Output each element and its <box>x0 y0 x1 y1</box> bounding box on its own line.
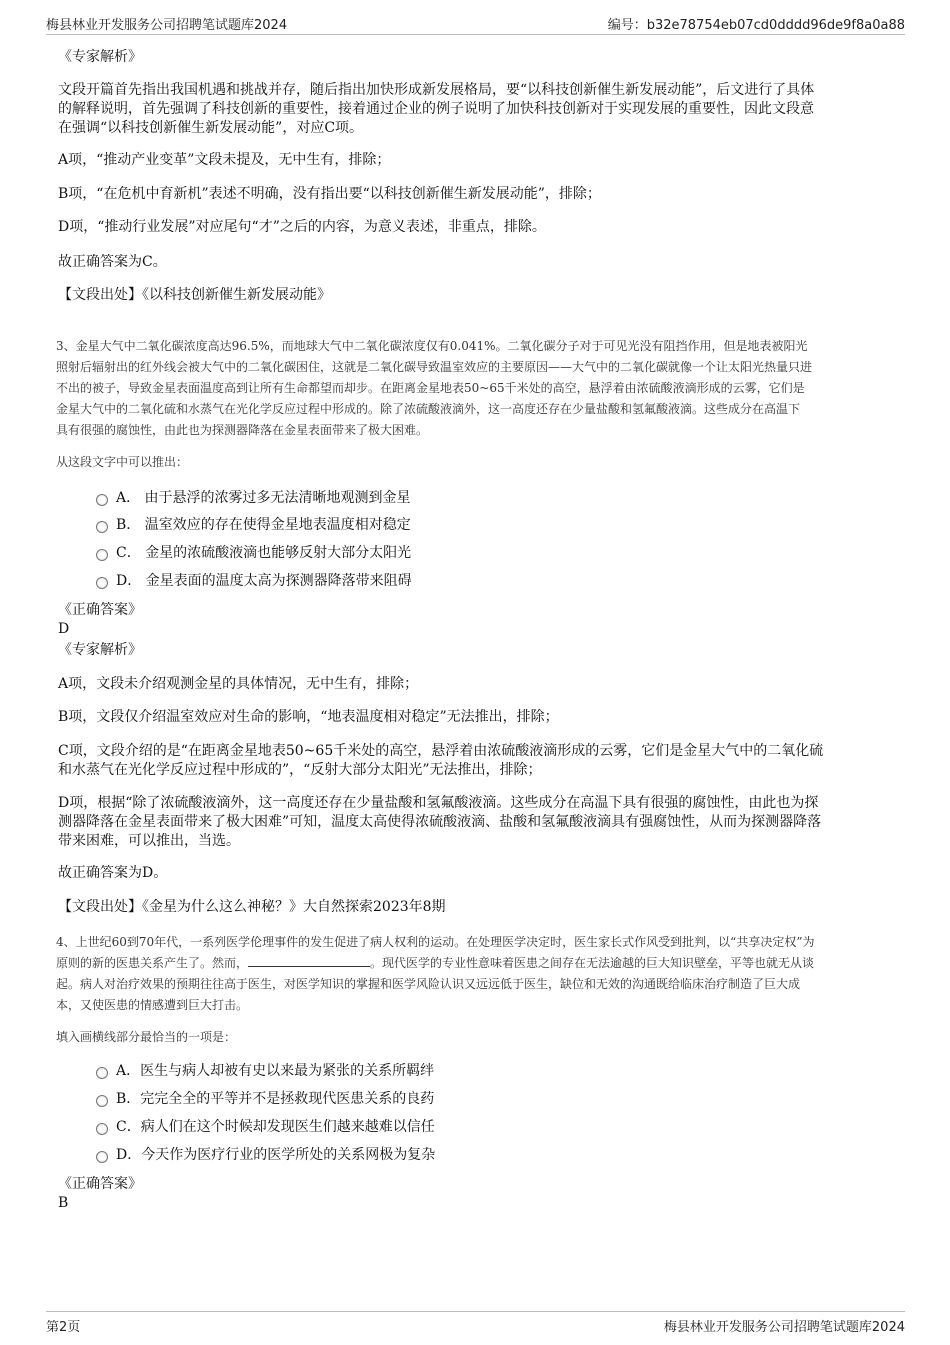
q3-stem-line: 不出的被子，导致金星表面温度高到让所有生命都望而却步。在距离金星地表50~65千米处的高空，悬浮着由浓硫酸液滴形成的云雾，它们是 <box>56 381 805 395</box>
q2-analysis-b: B项，“在危机中育新机”表述不明确，没有指出要“以科技创新催生新发展动能”，排除； <box>58 186 601 202</box>
q3-option-b[interactable] <box>96 515 411 535</box>
radio-icon[interactable] <box>96 494 108 506</box>
radio-icon[interactable] <box>96 1123 108 1135</box>
option-label: D． 金星表面的温度太高为探测器降落带来阻碍 <box>116 573 412 589</box>
option-label: B． 温室效应的存在使得金星地表温度相对稳定 <box>116 517 411 533</box>
q3-analysis-c-line: 和水蒸气在光化学反应过程中形成的”，“反射大部分太阳光”无法推出，排除； <box>58 762 542 778</box>
q4-stem-line: 起。病人对治疗效果的预期往往高于医生，对医学知识的掌握和医学风险认识又远远低于医生，缺位和无效的沟通既给临床治疗制造了巨大成 <box>56 977 801 991</box>
header-title: 梅县林业开发服务公司招聘笔试题库2024 <box>46 18 288 33</box>
q2-para-line: 在强调“以科技创新催生新发展动能”，对应C项。 <box>58 120 364 136</box>
q2-analysis-d: D项，“推动行业发展”对应尾句“才”之后的内容，为意义表述，非重点，排除。 <box>58 219 546 235</box>
q4-option-c[interactable] <box>96 1117 435 1137</box>
q3-analysis-a: A项，文段未介绍观测金星的具体情况，无中生有，排除； <box>58 676 419 692</box>
option-label: C．病人们在这个时候却发现医生们越来越难以信任 <box>116 1119 435 1135</box>
page-footer <box>46 1311 905 1334</box>
q4-prompt: 填入画横线部分最恰当的一项是： <box>56 1030 237 1044</box>
q2-source: 【文段出处】《以科技创新催生新发展动能》 <box>58 287 331 303</box>
q3-stem-line: 照射后辐射出的红外线会被大气中的二氧化碳困住，这就是二氧化碳导致温室效应的主要原因——大气中的二氧化碳就像一个让太阳光热量只进 <box>56 360 813 374</box>
q3-stem-line: 金星大气中的二氧化硫和水蒸气在光化学反应过程中形成的。除了浓硫酸液滴外，这一高度还存在少量盐酸和氢氟酸液滴。这些成分在高温下 <box>56 402 801 416</box>
q4-option-b[interactable] <box>96 1089 434 1109</box>
q2-analysis-a: A项，“推动产业变革”文段未提及，无中生有，排除； <box>58 152 391 168</box>
q4-stem-pre: 原则的新的医患关系产生了。然而， <box>56 956 249 970</box>
q2-answer-statement: 故正确答案为C。 <box>58 254 167 270</box>
fill-blank <box>248 954 370 967</box>
q3-prompt: 从这段文字中可以推出： <box>56 455 189 469</box>
header-code: 编号：b32e78754eb07cd0dddd96de9f8a0a88 <box>607 18 905 33</box>
option-label: A．医生与病人却被有史以来最为紧张的关系所羁绊 <box>116 1063 435 1079</box>
radio-icon[interactable] <box>96 521 108 533</box>
option-label: C． 金星的浓硫酸液滴也能够反射大部分太阳光 <box>116 545 412 561</box>
radio-icon[interactable] <box>96 577 108 589</box>
q4-stem-line <box>56 953 910 974</box>
q3-option-c[interactable] <box>96 543 411 563</box>
option-label: A． 由于悬浮的浓雾过多无法清晰地观测到金星 <box>116 490 411 506</box>
radio-icon[interactable] <box>96 1067 108 1079</box>
option-label: D．今天作为医疗行业的医学所处的关系网极为复杂 <box>116 1147 436 1163</box>
q3-analysis-d-line: 测器降落在金星表面带来了极大困难”可知，温度太高使得浓硫酸液滴、盐酸和氢氟酸液滴具有强腐蚀性，从而为探测器降落 <box>58 814 822 830</box>
q4-option-a[interactable] <box>96 1061 434 1081</box>
q3-stem-line: 具有很强的腐蚀性，由此也为探测器降落在金星表面带来了极大困难。 <box>56 423 429 437</box>
q4-answer: B <box>58 1195 69 1211</box>
page-header <box>46 14 905 35</box>
q3-analysis-d-line: 带来困难，可以推出，当选。 <box>58 833 240 849</box>
q3-analysis-title: 《专家解析》 <box>58 642 142 658</box>
radio-icon[interactable] <box>96 1095 108 1107</box>
q2-para-line: 的解释说明，首先强调了科技创新的重要性，接着通过企业的例子说明了加快科技创新对于实现发展的重要性，因此文段意 <box>58 101 814 117</box>
q3-stem-line: 3、金星大气中二氧化碳浓度高达96.5%，而地球大气中二氧化碳浓度仅有0.041%。二氧化碳分子对于可见光没有阻挡作用，但是地表被阳光 <box>56 339 808 353</box>
q3-analysis-c-line: C项，文段介绍的是“在距离金星地表50~65千米处的高空，悬浮着由浓硫酸液滴形成的云雾，它们是金星大气中的二氧化硫 <box>58 743 824 759</box>
q4-option-d[interactable] <box>96 1145 435 1165</box>
radio-icon[interactable] <box>96 1151 108 1163</box>
q3-answer-statement: 故正确答案为D。 <box>58 865 168 881</box>
q3-option-a[interactable] <box>96 488 411 508</box>
q3-analysis-b: B项，文段仅介绍温室效应对生命的影响，“地表温度相对稳定”无法推出，排除； <box>58 709 559 725</box>
page-number: 第2页 <box>46 1320 81 1335</box>
q2-analysis-title: 《专家解析》 <box>58 49 142 65</box>
q3-answer-title: 《正确答案》 <box>58 602 142 618</box>
radio-icon[interactable] <box>96 549 108 561</box>
q3-answer: D <box>58 621 70 637</box>
q3-source: 【文段出处】《金星为什么这么神秘？》大自然探索2023年8期 <box>58 899 446 915</box>
q3-analysis-d-line: D项，根据“除了浓硫酸液滴外，这一高度还存在少量盐酸和氢氟酸液滴。这些成分在高温下具有很强的腐蚀性，由此也为探 <box>58 795 819 811</box>
q4-stem-line: 本，又使医患的情感遭到巨大打击。 <box>56 998 249 1012</box>
q3-option-d[interactable] <box>96 571 412 591</box>
footer-title: 梅县林业开发服务公司招聘笔试题库2024 <box>663 1320 905 1335</box>
q4-stem-post: 。现代医学的专业性意味着医患之间存在无法逾越的巨大知识壁垒，平等也就无从谈 <box>370 956 815 970</box>
q4-answer-title: 《正确答案》 <box>58 1176 142 1192</box>
option-label: B．完完全全的平等并不是拯救现代医患关系的良药 <box>116 1091 435 1107</box>
q4-stem-line: 4、上世纪60到70年代，一系列医学伦理事件的发生促进了病人权利的运动。在处理医学决定时，医生家长式作风受到批判，以“共享决定权”为 <box>56 935 815 949</box>
q2-para-line: 文段开篇首先指出我国机遇和挑战并存，随后指出加快形成新发展格局，要“以科技创新催生新发展动能”，后文进行了具体 <box>58 82 815 98</box>
